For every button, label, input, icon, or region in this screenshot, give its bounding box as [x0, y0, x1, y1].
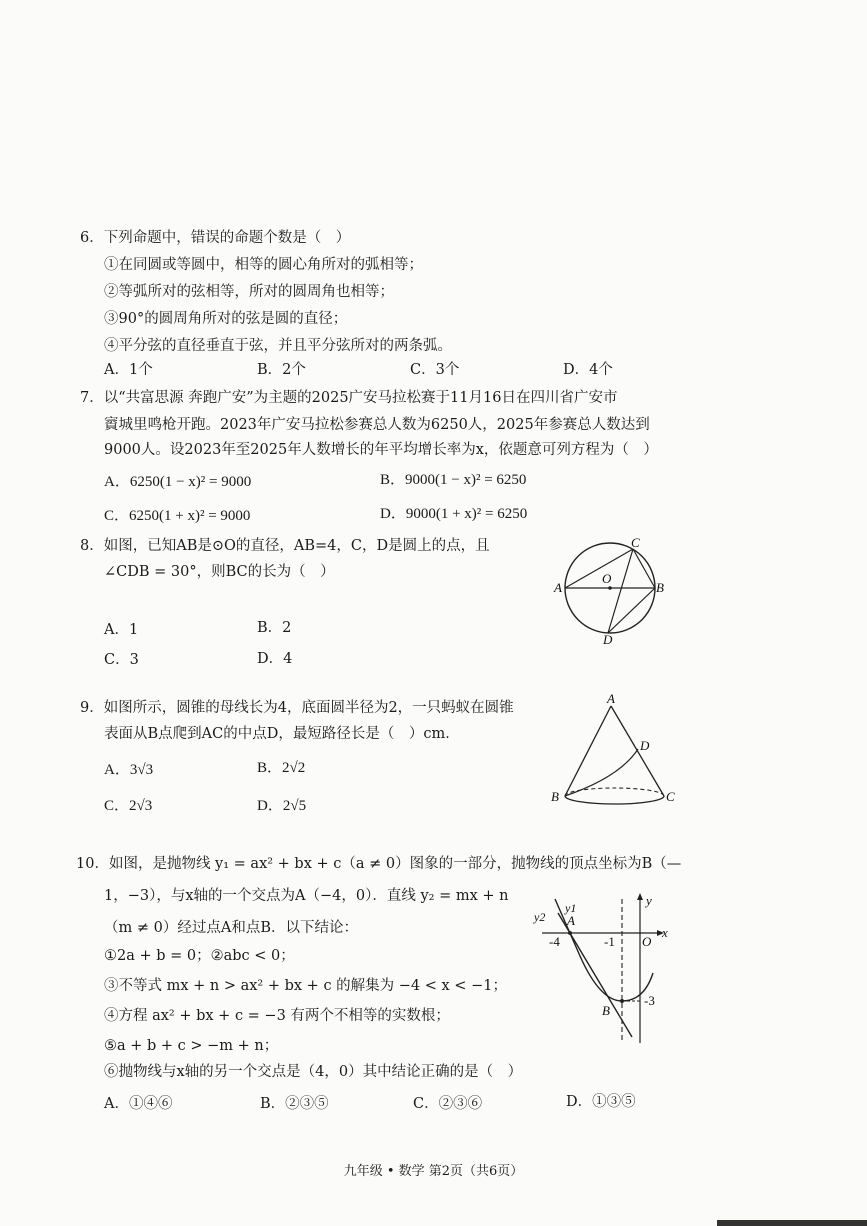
q10-line-5: ③不等式 mx + n > ax² + bx + c 的解集为 −4 < x < −1； — [104, 978, 507, 994]
q8-label-d: D — [603, 632, 613, 647]
q10-parabola-figure — [532, 885, 677, 1050]
q10-line-1: 10．如图，是抛物线 y₁ = ax² + bx + c（a ≠ 0）图象的一部分，抛物线的顶点坐标为B（— — [76, 856, 682, 872]
page-footer: 九年级 • 数学 第2页（共6页） — [343, 1164, 524, 1179]
q10-point-b — [620, 999, 624, 1003]
q7-option-b[interactable]: B．9000(1 − x)² = 6250 — [380, 472, 527, 488]
q9-option-c[interactable]: C．2√3 — [104, 798, 153, 814]
q10-label-a: A — [567, 913, 575, 928]
q6-item-4: ④平分弦的直径垂直于弦，并且平分弦所对的两条弧。 — [104, 338, 452, 354]
q10-label-neg3: -3 — [644, 993, 655, 1008]
q9-cone-figure — [545, 692, 680, 812]
q10-line-8: ⑥抛物线与x轴的另一个交点是（4，0）其中结论正确的是（ ） — [104, 1064, 523, 1080]
q6-item-1: ①在同圆或等圆中，相等的圆心角所对的弧相等； — [104, 257, 423, 273]
q6-item-3: ③90°的圆周角所对的弦是圆的直径； — [104, 311, 348, 327]
q10-option-b[interactable]: B．②③⑤ — [260, 1096, 329, 1112]
q10-label-y2: y2 — [534, 910, 546, 924]
q7-line-1: 7．以“共富思源 奔跑广安”为主题的2025广安马拉松赛于11月16日在四川省广安市 — [80, 390, 618, 406]
q10-point-a — [568, 931, 572, 935]
q9-option-d[interactable]: D．2√5 — [257, 798, 307, 814]
q10-option-c[interactable]: C．②③⑥ — [413, 1096, 483, 1112]
q7-option-c[interactable]: C．6250(1 + x)² = 9000 — [104, 508, 251, 524]
q10-line-4: ①2a + b = 0；②abc < 0； — [104, 948, 295, 964]
q6-stem: 6．下列命题中，错误的命题个数是（ ） — [80, 230, 351, 246]
q8-option-a[interactable]: A．1 — [104, 622, 139, 638]
q10-label-o: O — [642, 934, 652, 949]
q6-option-a[interactable]: A．1个 — [104, 362, 153, 378]
q9-slant-ab — [565, 706, 611, 796]
q9-slant-ac — [611, 706, 664, 796]
q8-center-dot — [608, 586, 612, 590]
q9-label-d: D — [640, 738, 650, 753]
q9-base-front — [565, 796, 664, 804]
q8-circle-figure — [548, 534, 673, 649]
q10-label-x: x — [662, 925, 668, 940]
q8-label-c: C — [631, 535, 640, 550]
q8-option-d[interactable]: D．4 — [257, 651, 293, 667]
q9-label-a: A — [607, 692, 615, 706]
q9-line-1: 9．如图所示，圆锥的母线长为4，底面圆半径为2，一只蚂蚁在圆锥 — [80, 700, 514, 716]
q9-label-b: B — [551, 789, 559, 804]
q8-chord-cb — [633, 549, 655, 588]
q6-item-2: ②等弧所对的弦相等，所对的圆周角也相等； — [104, 284, 394, 300]
q9-line-2: 表面从B点爬到AC的中点D，最短路径长是（ ）cm． — [104, 726, 460, 742]
q10-y-axis-arrow — [637, 893, 643, 900]
q10-option-d[interactable]: D．①③⑤ — [566, 1094, 636, 1110]
q9-option-a[interactable]: A．3√3 — [104, 762, 154, 778]
q6-option-d[interactable]: D．4个 — [563, 362, 613, 378]
q7-option-d[interactable]: D．9000(1 + x)² = 6250 — [380, 506, 528, 522]
q7-line-2: 賨城里鸣枪开跑。2023年广安马拉松参赛总人数为6250人，2025年参赛总人数达到 — [104, 417, 650, 433]
q7-line-3: 9000人。设2023年至2025年人数增长的年平均增长率为x，依题意可列方程为（ ） — [104, 442, 658, 458]
q10-label-y: y — [646, 893, 652, 908]
scan-edge-mark — [717, 1220, 867, 1226]
q10-line-3: （m ≠ 0）经过点A和点B．以下结论： — [104, 920, 358, 936]
q10-label-neg1: -1 — [604, 934, 615, 949]
q9-option-b[interactable]: B．2√2 — [257, 760, 306, 776]
q10-option-a[interactable]: A．①④⑥ — [104, 1096, 173, 1112]
q10-line-6: ④方程 ax² + bx + c = −3 有两个不相等的实数根； — [104, 1008, 450, 1024]
q8-label-a: A — [554, 580, 562, 595]
q10-label-y1: y1 — [565, 901, 577, 915]
q9-label-c: C — [666, 789, 675, 804]
q6-option-b[interactable]: B．2个 — [257, 362, 306, 378]
q8-option-c[interactable]: C．3 — [104, 652, 139, 668]
q10-line-7: ⑤a + b + c > −m + n； — [104, 1038, 279, 1054]
q8-label-o: O — [602, 571, 612, 586]
q9-shortest-path — [565, 749, 638, 796]
q8-line-2: ∠CDB = 30°，则BC的长为（ ） — [104, 564, 335, 580]
q10-label-neg4: -4 — [549, 934, 560, 949]
q8-option-b[interactable]: B．2 — [257, 620, 292, 636]
q8-label-b: B — [656, 580, 664, 595]
q7-option-a[interactable]: A．6250(1 − x)² = 9000 — [104, 474, 252, 490]
q8-line-1: 8．如图，已知AB是⊙O的直径，AB=4，C，D是圆上的点，且 — [80, 538, 490, 554]
q10-line-2: 1，−3），与x轴的一个交点为A（−4，0）．直线 y₂ = mx + n — [104, 888, 509, 904]
q10-label-b: B — [602, 1003, 610, 1018]
q9-base-back — [565, 788, 664, 796]
q6-option-c[interactable]: C．3个 — [410, 362, 460, 378]
